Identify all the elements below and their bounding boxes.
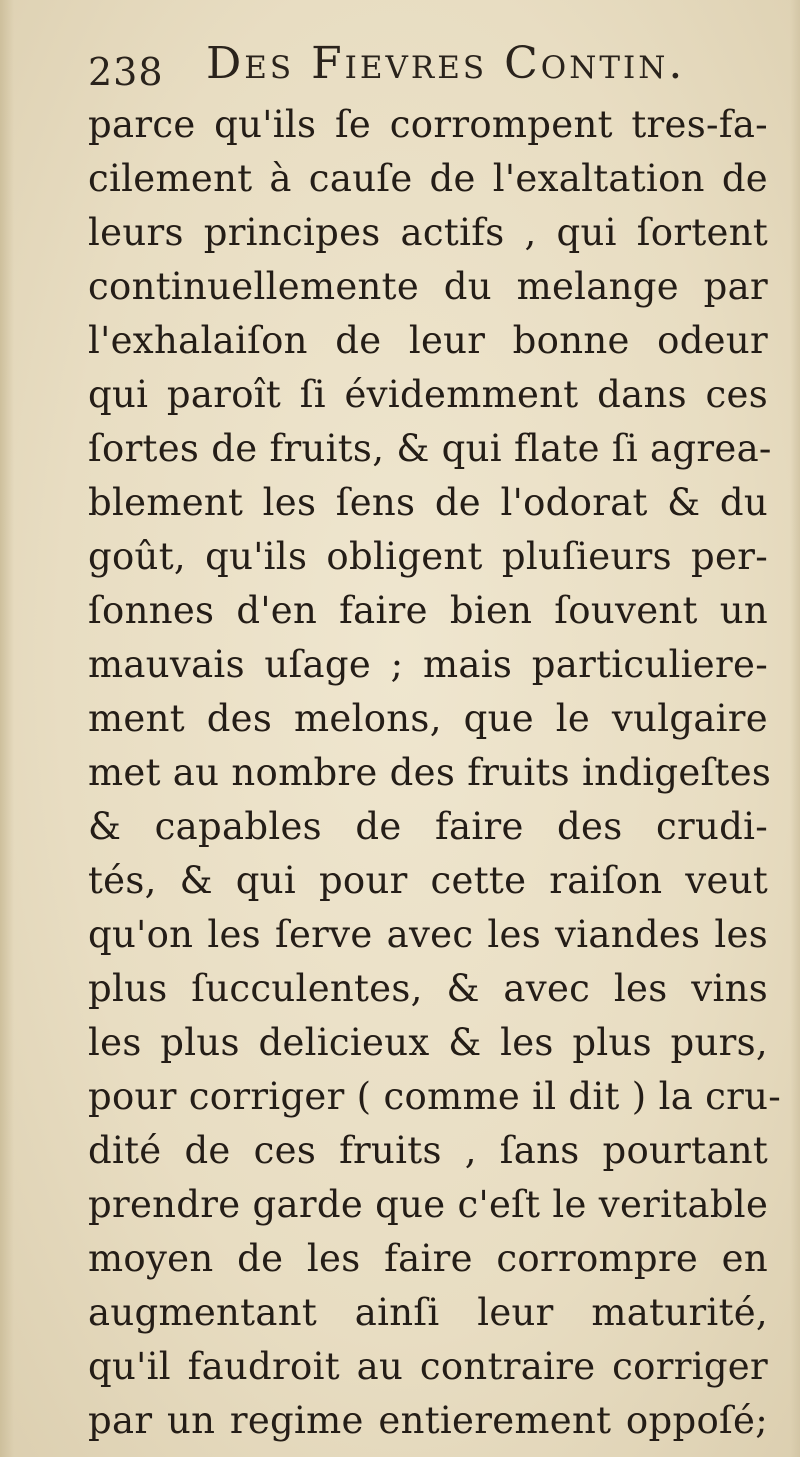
text-line: leurs principes actifs , qui ſortent xyxy=(88,211,768,254)
text-line: qu'on les ſerve avec les viandes les xyxy=(88,913,768,956)
text-line: mauvais uſage ; mais particuliere- xyxy=(88,643,768,686)
text-line: l'exhalaiſon de leur bonne odeur xyxy=(88,319,768,362)
text-line: moyen de les faire corrompre en xyxy=(88,1237,768,1280)
text-line: augmentant ainſi leur maturité, xyxy=(88,1291,768,1334)
text-line: & capables de faire des crudi- xyxy=(88,805,768,848)
text-line: cilement à cauſe de l'exaltation de xyxy=(88,157,768,200)
text-line: continuellemente du melange par xyxy=(88,265,768,308)
text-line: met au nombre des fruits indigeſtes xyxy=(88,751,772,794)
text-line: les plus delicieux & les plus purs, xyxy=(88,1021,768,1064)
text-line: pour corriger ( comme il dit ) la cru- xyxy=(88,1075,782,1118)
text-line: tés, & qui pour cette raiſon veut xyxy=(88,859,768,902)
page-right-edge xyxy=(790,0,800,1457)
text-line: qu'il faudroit au contraire corriger xyxy=(88,1345,768,1388)
text-line: blement les ſens de l'odorat & du xyxy=(88,481,768,524)
text-line: prendre garde que c'eſt le veritable xyxy=(88,1183,769,1226)
page-number: 238 xyxy=(88,50,164,94)
text-line: qui paroît ſi évidemment dans ces xyxy=(88,373,768,416)
page-left-edge xyxy=(0,0,14,1457)
text-line: parce qu'ils ſe corrompent tres-fa- xyxy=(88,103,768,146)
text-body xyxy=(88,98,782,1448)
text-line: ment des melons, que le vulgaire xyxy=(88,697,768,740)
text-line: dité de ces fruits , ſans pourtant xyxy=(88,1129,768,1172)
text-line: ſortes de fruits, & qui flate ſi agrea- xyxy=(88,427,772,470)
text-line: par un regime entierement oppoſé; xyxy=(88,1399,768,1442)
text-line: ſonnes d'en faire bien ſouvent un xyxy=(88,589,768,632)
text-line: goût, qu'ils obligent pluſieurs per- xyxy=(88,535,768,578)
running-title: Des Fievres Contin. xyxy=(206,38,686,89)
running-head xyxy=(88,36,768,100)
text-line: plus ſucculentes, & avec les vins xyxy=(88,967,768,1010)
